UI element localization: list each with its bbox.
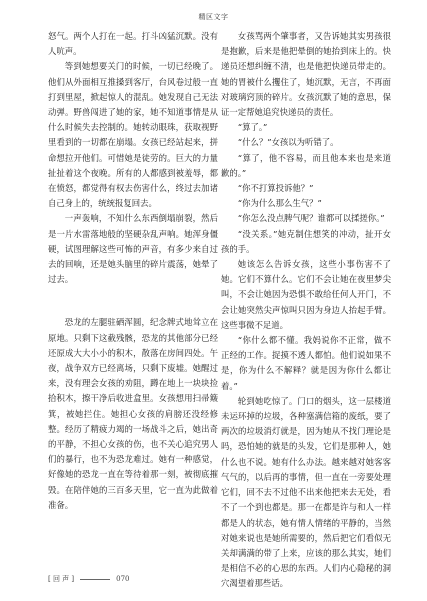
section-label: [ 回 声 ] bbox=[48, 575, 75, 583]
dialogue-line: “你不打算投诉他？” bbox=[237, 183, 314, 194]
dialogue-line: “算了。” bbox=[237, 122, 268, 133]
paragraph: 女孩骂两个肇事者，又告诉她其实男孩很是抱歉，后来是他把晕倒的她抬到床上的。快递员还想纠缠不清，也是他把快递员带走的。她的胃被什么攫住了，她沉默，无言，不再面对玻璃窍顶的碎片。女孩沉默了她的意思，保证一定帮她追究快递员的责任。 bbox=[221, 31, 391, 118]
section-break bbox=[48, 287, 218, 315]
dialogue-line: “没关系。”她克制住想笑的冲动，扯开女孩的手。 bbox=[221, 228, 391, 254]
paragraph: 恐龙的左腿驻硒浑圆，纪念牌式地耸立在原地。只剩下这截残骸，恐龙的其他部分已经还原成大大小小的积木，散落在房间四处。午夜，战争双方已经离场，只剩下废墟。她醒过来，没有理会女孩的劝阻，蹲在地上一块块捡拾积木，擦干净后收进盒里。女孩想用扫帚簸箕，被她拦住。她担心女孩的肩膀还没经修整。经历了精疲力竭的一场战斗之后，她出奇的平静，不担心女孩的伤，也不关心追究男人们的暴行，也不为恐龙难过。她有一种感觉，好像她的恐龙一直在等待着那一刻，被彻底摧毁。在陪伴她的三百多天里，它一直为此做着准备。 bbox=[48, 317, 218, 510]
dialogue-line: “你怎么没点脾气呢？谁都可以揉搓你。” bbox=[237, 213, 385, 224]
paragraph: “你什么都不懂。我妈说你不正常，做不正经的工作。捉摸不透人都怕。他们说如果不是，你为什么不解释？就是因为你什么都让着。” bbox=[221, 335, 391, 391]
page-footer bbox=[48, 574, 130, 584]
paragraph: 一声轰响，不知什么东西倒塌崩裂，然后是一片水雷落地般的坚硬杂乱声响。她浑身僵硬，试图理解这些可怖的声音，有多少来自过去的回响，还是她头脑里的碎片震荡，她晕了过去。 bbox=[48, 213, 218, 285]
left-column bbox=[48, 29, 218, 513]
dialogue-line: “什么？”女孩以为听错了。 bbox=[237, 137, 339, 148]
page-number: 070 bbox=[116, 575, 130, 583]
running-header: 精区文字 bbox=[198, 13, 229, 21]
paragraph: 轮到她吃惊了。门口的烟头，这一层楼道未运环掉的垃圾，各种塞满信箱的废纸，要了两次的垃圾消灯就是，因为她从不找门理论是吗，恐怕她的就是的头发，它们是那种人，她什么也不说。她有什么办法。越来越对她客客气气的，以后再的事情，但一直在一旁要处理它们，回不去不过他不出来他把来去无处，看不了一个到也都是。那一在都是许与和人一样都是人的状态，她有情人情绪的平静的，当然对她来说也是她所需要的，然后把它们看似无关却满满的带了上来，应该的那么其实，她们是相信不必的心思的东西。人们内心隐秘的洞穴渴望着那些话。 bbox=[221, 395, 391, 589]
dialogue-line: “你为什么那么生气？” bbox=[237, 198, 322, 209]
paragraph: 怒气。两个人打在一起。打斗凶猛沉默。没有人吭声。 bbox=[48, 31, 218, 57]
footer-rule bbox=[80, 579, 110, 580]
paragraph: 等到她想要关门的时候，一切已经晚了。他们从外面相互推搡到客厅，台风卷过般一直打到里屋，掀起惊人的混乱。她发现自己无法动弹。野兽闯进了她的家，她不知道事情是从什么时候失去控制的。她转动眼珠，获取视野里看到的一切都在崩塌。女孩已经站起来，拼命想拉开他们。可惜她是徒劳的。巨大的力量扯扯着这个夜晚。所有的人都感到被羞辱，都在愤怒，都觉得有权去伤害什么，终过去加诸自己身上的，统统报复回去。 bbox=[48, 61, 218, 209]
right-column bbox=[221, 29, 391, 592]
paragraph: 她该怎么告诉女孩，这些小事伤害不了她。它们不算什么。它们不会让她在夜里梦尖叫，不会让她因为恐惧不敢给任何人开门，不会让她突然尖声惊叫只因为身边人抬起手臂。这些事微不足道。 bbox=[221, 259, 391, 330]
dialogue-line: “算了，他不容易，而且他本来也是来道歉的。” bbox=[221, 152, 391, 178]
